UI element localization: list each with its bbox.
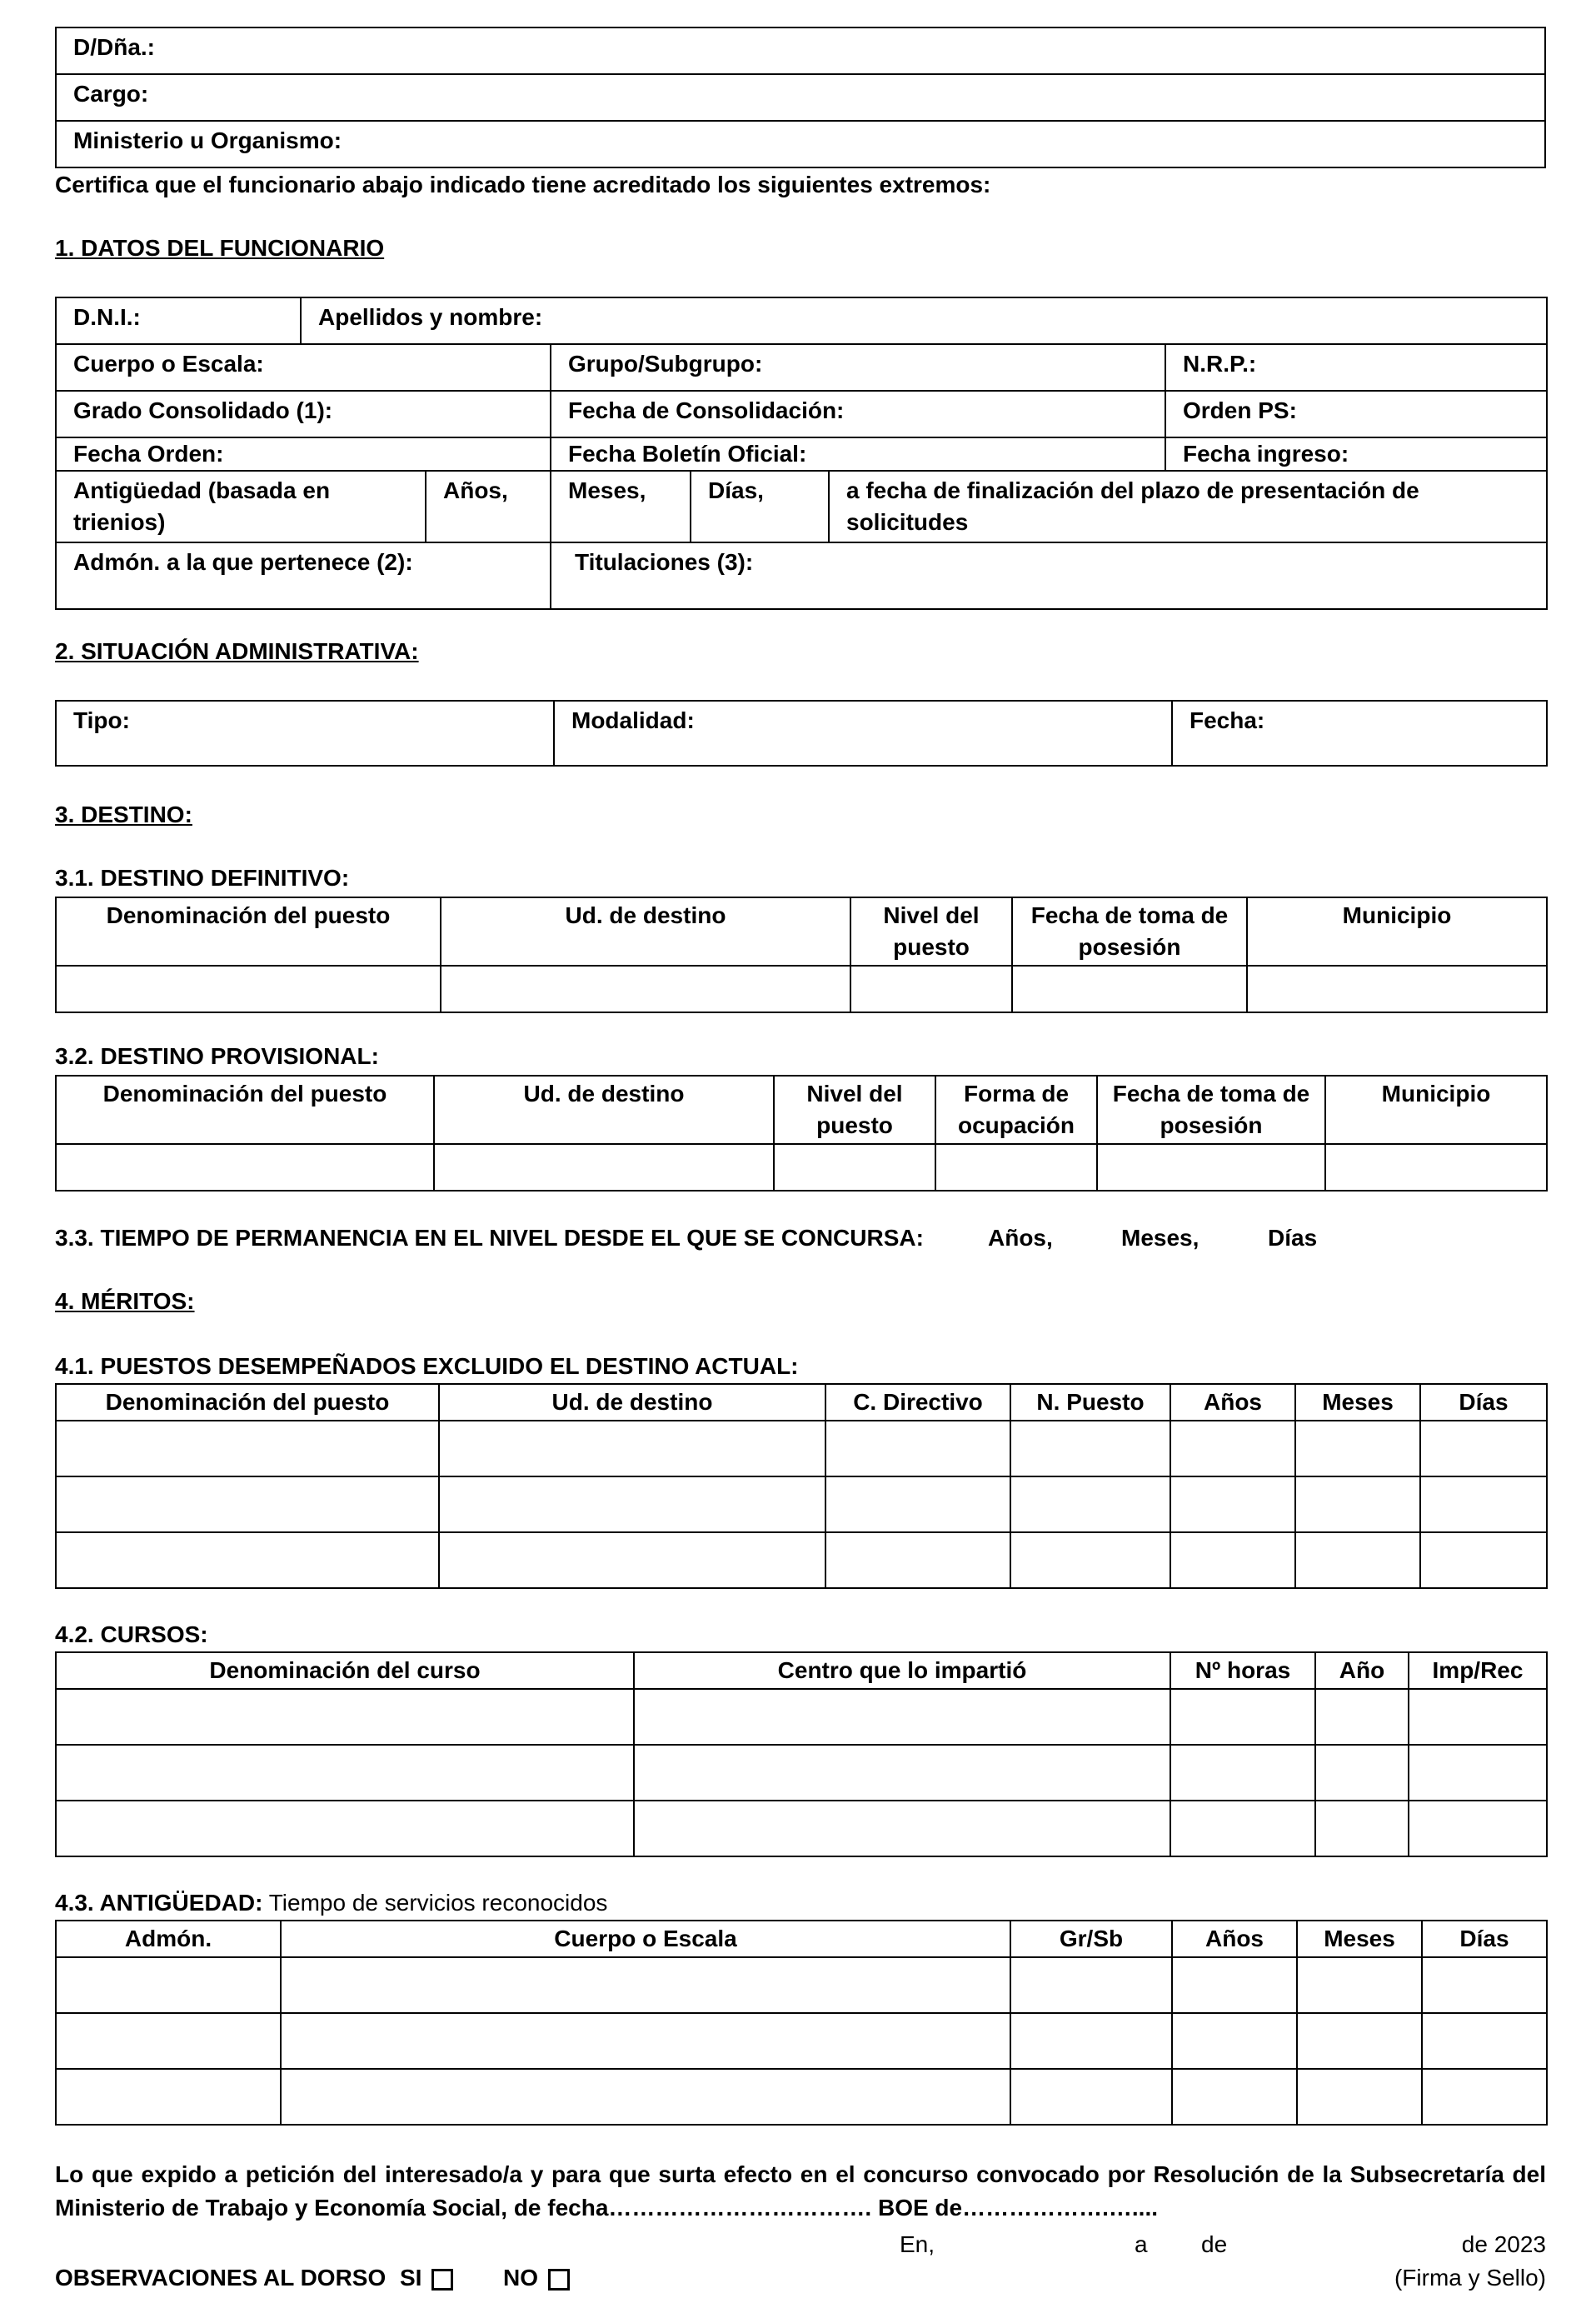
def-cell[interactable] [850,966,1012,1012]
observaciones-label: OBSERVACIONES AL DORSO [55,2265,387,2291]
def-header-nivel: Nivel del puesto [850,897,1012,966]
antig-cell[interactable] [1297,1957,1422,2013]
puestos-header-anos: Años [1170,1384,1295,1421]
puestos-header-ud: Ud. de destino [439,1384,825,1421]
cursos-header-imprec: Imp/Rec [1409,1652,1547,1689]
certifica-text: Certifica que el funcionario abajo indicado tiene acreditado los siguientes extremos: [55,172,991,197]
a-label: a [1135,2231,1148,2257]
place-date-row [55,2230,1546,2263]
antiguedad-title: 4.3. ANTIGÜEDAD: Tiempo de servicios reconocidos [55,1890,608,1916]
antig-header-anos: Años [1172,1921,1297,1957]
dni-field[interactable]: D.N.I.: [56,297,301,344]
destino-definitivo-title: 3.1. DESTINO DEFINITIVO: [55,865,350,891]
antig-cell[interactable] [1172,1957,1297,2013]
antiguedad-anos-field[interactable]: Años, [426,471,551,542]
table-row [56,2069,1547,2125]
section-2-title: 2. SITUACIÓN ADMINISTRATIVA: [55,638,419,664]
cursos-cell[interactable] [634,1745,1170,1801]
cuerpo-field[interactable]: Cuerpo o Escala: [56,344,551,391]
antig-cell[interactable] [1010,2069,1172,2125]
table-row [56,1801,1547,1856]
cursos-cell[interactable] [1409,1689,1547,1745]
cursos-cell[interactable] [1315,1745,1409,1801]
puestos-cell[interactable] [825,1421,1010,1476]
def-header-municipio: Municipio [1247,897,1547,966]
orden-ps-field[interactable]: Orden PS: [1165,391,1547,437]
table-row [56,2013,1547,2069]
cursos-title: 4.2. CURSOS: [55,1621,208,1647]
prov-cell[interactable] [434,1144,774,1191]
antiguedad-dias-field[interactable]: Días, [691,471,829,542]
cursos-header-centro: Centro que lo impartió [634,1652,1170,1689]
antig-header-cuerpo: Cuerpo o Escala [281,1921,1010,1957]
puestos-cell[interactable] [1170,1476,1295,1532]
admon-field[interactable]: Admón. a la que pertenece (2): [56,542,551,609]
antig-header-dias: Días [1422,1921,1547,1957]
titulaciones-field[interactable]: Titulaciones (3): [551,542,1547,609]
antig-header-meses: Meses [1297,1921,1422,1957]
prov-cell[interactable] [56,1144,434,1191]
prov-cell[interactable] [1097,1144,1325,1191]
cursos-cell[interactable] [56,1745,634,1801]
antig-cell[interactable] [281,2069,1010,2125]
puestos-cell[interactable] [56,1476,439,1532]
puestos-cell[interactable] [439,1476,825,1532]
antig-cell[interactable] [1297,2013,1422,2069]
puestos-header-npuesto: N. Puesto [1010,1384,1170,1421]
puestos-header-denominacion: Denominación del puesto [56,1384,439,1421]
puestos-cell[interactable] [1295,1421,1420,1476]
puestos-cell[interactable] [1295,1476,1420,1532]
tipo-field[interactable]: Tipo: [56,701,554,766]
antig-cell[interactable] [56,2013,281,2069]
destino-provisional-table [55,1075,1548,1191]
section-3-title: 3. DESTINO: [55,802,192,827]
prov-header-ud: Ud. de destino [434,1076,774,1144]
table-row [56,1957,1547,2013]
def-header-fecha: Fecha de toma de posesión [1012,897,1247,966]
section-4-title: 4. MÉRITOS: [55,1288,195,1314]
prov-cell[interactable] [1325,1144,1547,1191]
cursos-table [55,1651,1548,1857]
grupo-field[interactable]: Grupo/Subgrupo: [551,344,1165,391]
cursos-cell[interactable] [1409,1801,1547,1856]
antig-cell[interactable] [1422,1957,1547,2013]
apellidos-field[interactable]: Apellidos y nombre: [301,297,1547,344]
puestos-header-meses: Meses [1295,1384,1420,1421]
destino-definitivo-table [55,897,1548,1013]
table-row [56,1476,1547,1532]
prov-header-nivel: Nivel del puesto [774,1076,935,1144]
antig-header-admon: Admón. [56,1921,281,1957]
antig-cell[interactable] [1422,2013,1547,2069]
antig-cell[interactable] [56,1957,281,2013]
puestos-cell[interactable] [825,1532,1010,1588]
cursos-cell[interactable] [1170,1689,1315,1745]
puestos-cell[interactable] [1420,1476,1547,1532]
def-header-denominacion: Denominación del puesto [56,897,441,966]
situacion-table [55,700,1548,767]
cursos-cell[interactable] [1315,1689,1409,1745]
puestos-cell[interactable] [1170,1532,1295,1588]
cursos-cell[interactable] [56,1689,634,1745]
no-label: NO [503,2265,538,2291]
firma-label: (Firma y Sello) [1394,2265,1546,2291]
cursos-cell[interactable] [1315,1801,1409,1856]
puestos-cell[interactable] [1010,1532,1170,1588]
antig-cell[interactable] [1172,2013,1297,2069]
puestos-cell[interactable] [56,1532,439,1588]
puestos-header-dias: Días [1420,1384,1547,1421]
puestos-cell[interactable] [1295,1532,1420,1588]
antig-cell[interactable] [281,2013,1010,2069]
fecha-ingreso-field[interactable]: Fecha ingreso: [1165,437,1547,471]
antig-cell[interactable] [1422,2069,1547,2125]
antig-cell[interactable] [1172,2069,1297,2125]
si-label: SI [400,2265,422,2291]
table-row [56,1421,1547,1476]
puestos-cell[interactable] [1010,1421,1170,1476]
no-checkbox[interactable] [548,2269,570,2291]
antiguedad-label: Antigüedad (basada en trienios) [56,471,426,542]
puestos-cell[interactable] [1420,1532,1547,1588]
antiguedad-table [55,1920,1548,2126]
prov-header-municipio: Municipio [1325,1076,1547,1144]
table-row [56,1532,1547,1588]
cursos-header-ano: Año [1315,1652,1409,1689]
tiempo-meses: Meses, [1121,1225,1199,1251]
antig-cell[interactable] [281,1957,1010,2013]
issuer-table [55,27,1546,168]
cursos-header-horas: Nº horas [1170,1652,1315,1689]
def-header-ud: Ud. de destino [441,897,850,966]
funcionario-table [55,297,1548,610]
antiguedad-meses-field[interactable]: Meses, [551,471,691,542]
nrp-field[interactable]: N.R.P.: [1165,344,1547,391]
a-fecha-text: a fecha de finalización del plazo de presentación de solicitudes [829,471,1547,542]
puestos-cell[interactable] [439,1532,825,1588]
prov-header-forma: Forma de ocupación [935,1076,1097,1144]
prov-cell[interactable] [935,1144,1097,1191]
cursos-cell[interactable] [634,1689,1170,1745]
observaciones-row [55,2263,1546,2296]
cursos-cell[interactable] [634,1801,1170,1856]
en-label: En, [900,2231,935,2257]
antig-cell[interactable] [56,2069,281,2125]
table-row [56,1144,1547,1191]
antig-cell[interactable] [1297,2069,1422,2125]
cursos-cell[interactable] [1170,1745,1315,1801]
no-option [503,2263,570,2293]
tiempo-anos: Años, [988,1225,1053,1251]
table-row [56,1745,1547,1801]
fecha-boletin-field[interactable]: Fecha Boletín Oficial: [551,437,1165,471]
def-cell[interactable] [56,966,441,1012]
antig-cell[interactable] [1010,1957,1172,2013]
puestos-cell[interactable] [1170,1421,1295,1476]
tiempo-permanencia-label: 3.3. TIEMPO DE PERMANENCIA EN EL NIVEL DESDE EL QUE SE CONCURSA: [55,1225,924,1251]
antig-cell[interactable] [1010,2013,1172,2069]
puestos-cell[interactable] [56,1421,439,1476]
puestos-table [55,1383,1548,1589]
def-cell[interactable] [1247,966,1547,1012]
def-cell[interactable] [441,966,850,1012]
fecha-field[interactable]: Fecha: [1172,701,1547,766]
issuer-ministerio-field[interactable]: Ministerio u Organismo: [56,121,1545,167]
puestos-cell[interactable] [439,1421,825,1476]
section-1-title: 1. DATOS DEL FUNCIONARIO [55,235,385,261]
def-cell[interactable] [1012,966,1247,1012]
table-row [56,966,1547,1012]
modalidad-field[interactable]: Modalidad: [554,701,1172,766]
si-checkbox[interactable] [431,2269,453,2291]
fecha-consolidacion-field[interactable]: Fecha de Consolidación: [551,391,1165,437]
issuer-name-field[interactable]: D/Dña.: [56,27,1545,74]
tiempo-dias: Días [1268,1225,1318,1251]
destino-provisional-title: 3.2. DESTINO PROVISIONAL: [55,1043,379,1069]
prov-header-fecha: Fecha de toma de posesión [1097,1076,1325,1144]
puestos-header-cdirectivo: C. Directivo [825,1384,1010,1421]
cursos-header-denominacion: Denominación del curso [56,1652,634,1689]
tiempo-permanencia-row [55,1223,1546,1256]
puestos-cell[interactable] [825,1476,1010,1532]
cursos-cell[interactable] [1170,1801,1315,1856]
year-label: de 2023 [1461,2231,1546,2257]
de-label: de [1201,2231,1228,2257]
table-row [56,1689,1547,1745]
expido-text: Lo que expido a petición del interesado/a y para que surta efecto en el concurso convocado por Resolución de la Subsecretaría del Ministerio de Trabajo y Economía Social, de fecha……………………………. BOE de……………….….... [55,2161,1546,2221]
prov-header-denominacion: Denominación del puesto [56,1076,434,1144]
issuer-cargo-field[interactable]: Cargo: [56,74,1545,121]
si-option [400,2263,453,2293]
puestos-title: 4.1. PUESTOS DESEMPEÑADOS EXCLUIDO EL DESTINO ACTUAL: [55,1353,799,1379]
fecha-orden-field[interactable]: Fecha Orden: [56,437,551,471]
grado-field[interactable]: Grado Consolidado (1): [56,391,551,437]
antig-header-grsb: Gr/Sb [1010,1921,1172,1957]
puestos-cell[interactable] [1420,1421,1547,1476]
cursos-cell[interactable] [1409,1745,1547,1801]
prov-cell[interactable] [774,1144,935,1191]
puestos-cell[interactable] [1010,1476,1170,1532]
cursos-cell[interactable] [56,1801,634,1856]
